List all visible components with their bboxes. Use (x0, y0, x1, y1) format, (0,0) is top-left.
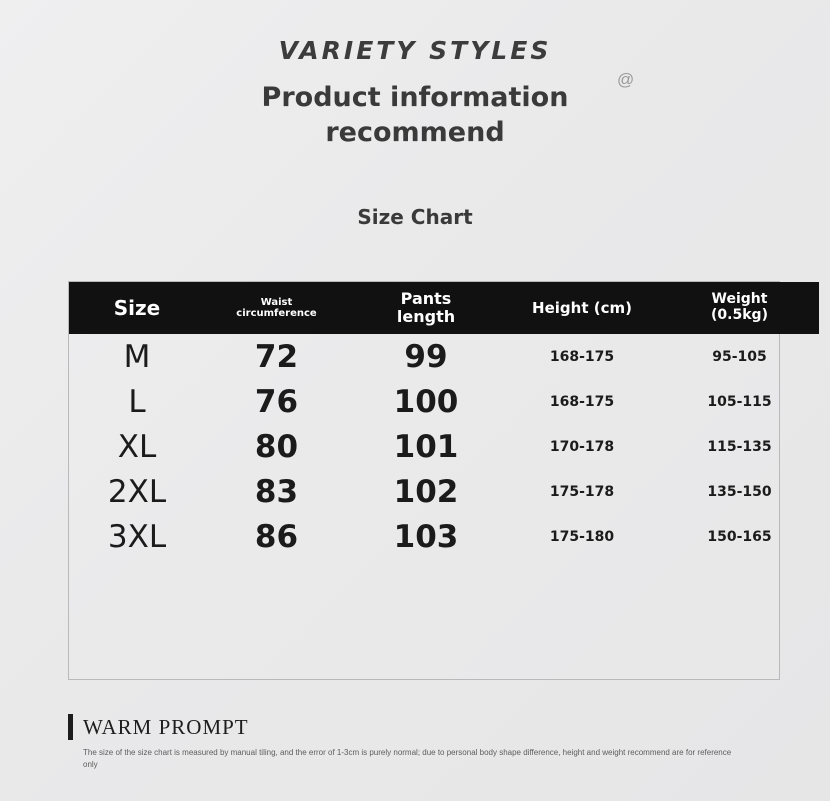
size-chart-table (69, 282, 819, 559)
warm-prompt-title-row (68, 714, 780, 740)
column-header-waist (205, 282, 348, 334)
column-header-size: Size (69, 282, 205, 334)
column-header-pants-length (348, 282, 504, 334)
accent-bar-icon (68, 714, 73, 740)
column-header-pants-line1: Pants (400, 289, 452, 309)
brand-title: VARIETY STYLES (278, 36, 552, 65)
table-header (69, 282, 819, 334)
column-header-weight (660, 282, 819, 334)
column-header-weight-line1: Weight (711, 291, 768, 308)
column-header-pants-line2: length (396, 307, 456, 326)
cell-weight: 115-135 (707, 438, 772, 455)
table-row (69, 334, 819, 379)
cell-height: 175-178 (549, 483, 615, 500)
warm-prompt-section (68, 714, 780, 772)
cell-pants-length: 100 (393, 383, 459, 420)
table-body (69, 334, 819, 559)
warm-prompt-title: WARM PROMPT (83, 714, 249, 739)
cell-size: XL (117, 428, 157, 465)
column-header-waist-line2: circumference (236, 308, 317, 319)
table-row (69, 379, 819, 424)
cell-size: 3XL (107, 518, 167, 555)
cell-waist: 76 (254, 383, 299, 420)
cell-pants-length: 102 (393, 473, 459, 510)
cell-height: 175-180 (549, 528, 615, 545)
at-symbol-icon: @ (617, 70, 635, 89)
cell-weight: 95-105 (712, 348, 767, 365)
table-row (69, 514, 819, 559)
column-header-height: Height (cm) (504, 282, 660, 334)
column-header-weight-line2: (0.5kg) (711, 307, 768, 323)
cell-size: L (128, 383, 146, 420)
table-header-row (69, 282, 819, 334)
cell-height: 170-178 (549, 438, 615, 455)
cell-waist: 72 (254, 338, 299, 375)
cell-weight: 150-165 (707, 528, 772, 545)
cell-size: M (123, 338, 151, 375)
column-header-waist-line1: Waist (260, 296, 293, 308)
cell-waist: 83 (254, 473, 299, 510)
table-row (69, 424, 819, 469)
warm-prompt-body: The size of the size chart is measured by manual tiling, and the error of 1-3cm is purely normal; due to personal body shape difference, height and weight recommend are for reference only (83, 748, 732, 770)
size-chart-subtitle: Size Chart (357, 205, 473, 230)
cell-weight: 105-115 (707, 393, 772, 410)
cell-height: 168-175 (549, 348, 615, 365)
size-chart-table-container (68, 281, 780, 680)
table-row (69, 469, 819, 514)
cell-waist: 86 (254, 518, 299, 555)
cell-height: 168-175 (549, 393, 615, 410)
cell-size: 2XL (107, 473, 167, 510)
cell-pants-length: 99 (404, 338, 448, 375)
cell-pants-length: 101 (393, 428, 459, 465)
page-title: Product information recommend (261, 82, 569, 148)
cell-pants-length: 103 (393, 518, 459, 555)
cell-waist: 80 (254, 428, 299, 465)
cell-weight: 135-150 (707, 483, 772, 500)
